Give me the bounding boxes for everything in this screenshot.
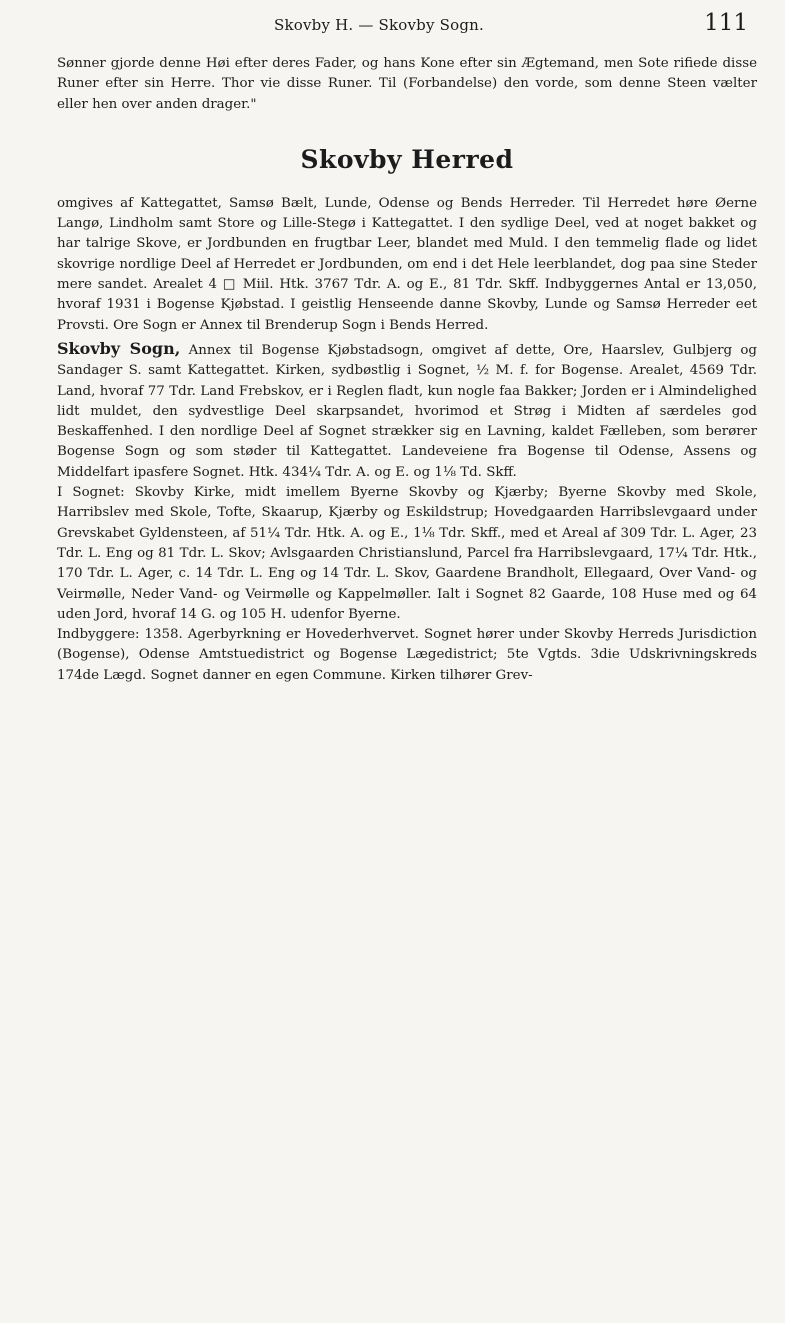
sogn-lead: Skovby Sogn,: [57, 338, 181, 358]
section-heading: Skovby Herred: [300, 144, 514, 174]
running-title: Skovby H. — Skovby Sogn.: [274, 16, 484, 34]
herred-paragraph: omgives af Kattegattet, Samsø Bælt, Lunde, Odense og Bends Herreder. Til Herredet høre Øerne Langø, Lindholm samt Store og Lille-Stegø i Kattegattet. I den sydlige Deel, ved at noget bakket og har talrige Skove, er Jordbunden en frugtbar Leer, blandet med Muld. I den temmelig flade og lidet skovrige nordlige Deel af Herredet er Jordbunden, om end i det Hele leerblandet, dog paa sine Steder mere sandet. Arealet 4 □ Miil. Htk. 3767 Tdr. A. og E., 81 Tdr. Skff. Indbyggernes Antal er 13,050, hvoraf 1931 i Bogense Kjøbstad. I geistlig Henseende danne Skovby, Lunde og Samsø Herreder eet Provsti. Ore Sogn er Annex til Brenderup Sogn i Bends Herred.: [57, 195, 757, 333]
tail-paragraph: Indbyggere: 1358. Agerbyrkning er Hovederhvervet. Sognet hører under Skovby Herreds Jurisdiction (Bogense), Odense Amtstuedistrict og Bogense Lægedistrict; 5te Vgtds. 3die Udskrivningskreds 174de Lægd. Sognet danner en egen Commune. Kirken tilhører Grev-: [57, 627, 757, 683]
sogn-text: Annex til Bogense Kjøbstadsogn, omgivet af dette, Ore, Haarslev, Gulbjerg og Sandager S. samt Kattegattet. Kirken, sydbøstlig i Sognet, ½ M. f. for Bogense. Arealet, 4569 Tdr. Land, hvoraf 77 Tdr. Land Frebskov, er i Reglen fladt, kun nogle faa Bakker; Jorden er i Almindelighed lidt muldet, den sydvestlige Deel skarpsandet, hvorimod et Strøg i Midten af særdeles god Beskaffenhed. I den nordlige Deel af Sognet strækker sig en Lavning, kaldet Fælleben, som berører Bogense Sogn og som støder til Kattegattet. Landeveiene fra Bogense til Odense, Assens og Middelfart ipasfere Sognet. Htk. 434¼ Tdr. A. og E. og 1⅛ Td. Skff.: [57, 342, 757, 480]
byer-paragraph: I Sognet: Skovby Kirke, midt imellem Byerne Skovby og Kjærby; Byerne Skovby med Skole, Harribslev med Skole, Tofte, Skaarup, Kjærby og Eskildstrup; Hovedgaarden Harribslevgaard under Grevskabet Gyldensteen, af 51¼ Tdr. Htk. A. og E., 1⅛ Tdr. Skff., med et Areal af 309 Tdr. L. Ager, 23 Tdr. L. Eng og 81 Tdr. L. Skov; Avlsgaarden Christianslund, Parcel fra Harribslevgaard, 17¼ Tdr. Htk., 170 Tdr. L. Ager, c. 14 Tdr. L. Eng og 14 Tdr. L. Skov, Gaardene Brandholt, Ellegaard, Over Vand- og Veirmølle, Neder Vand- og Veirmølle og Kappelmøller. Ialt i Sognet 82 Gaarde, 108 Huse med og 64 uden Jord, hvoraf 14 G. og 105 H. udenfor Byerne.: [57, 485, 757, 622]
body-text: [57, 54, 757, 686]
running-head: [34, 6, 748, 40]
page-number: 111: [704, 10, 748, 36]
intro-paragraph: Sønner gjorde denne Høi efter deres Fader, og hans Kone efter sin Ægtemand, men Sote rifiede disse Runer efter sin Herre. Thor vie disse Runer. Til (Forbandelse) den vorde, som denne Steen vælter eller hen over anden drager.": [57, 56, 757, 112]
sogn-paragraph: [57, 339, 757, 483]
